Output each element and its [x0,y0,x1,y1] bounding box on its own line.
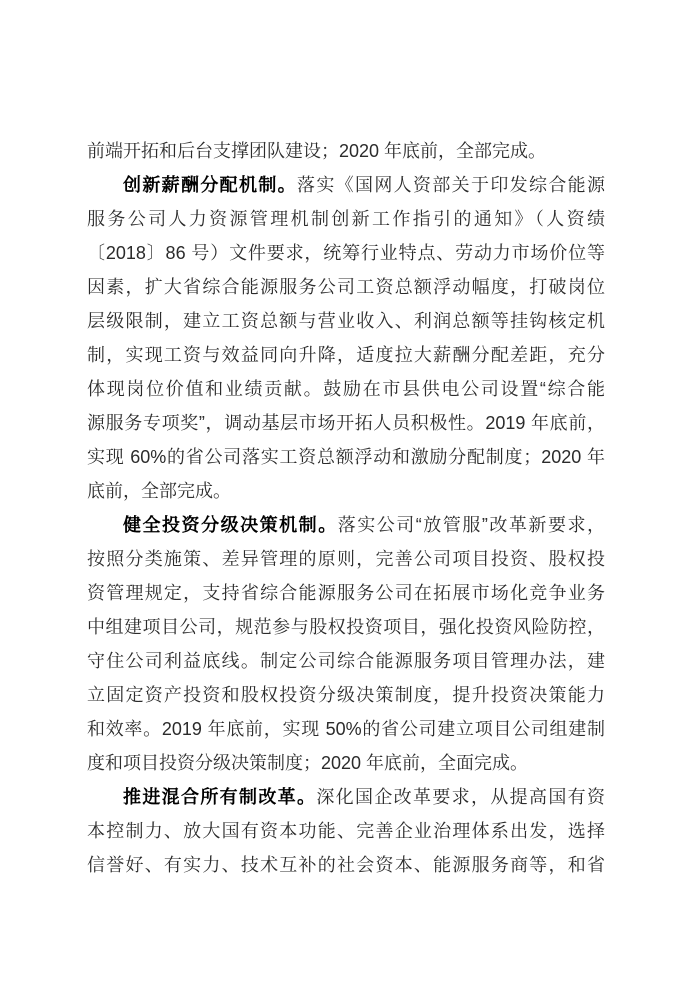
bold-heading-run: 推进混合所有制改革。 [123,787,317,807]
bold-heading-run: 健全投资分级决策机制。 [123,515,338,535]
body-text-run: 底前，全部完成。 [87,481,231,501]
text-line [87,712,605,746]
text-line [87,338,605,372]
text-line [87,848,605,882]
text-line [87,304,605,338]
body-text-run: 和效率。2019 年底前，实现 50%的省公司建立项目公司组建制 [87,719,605,739]
text-line [87,746,605,780]
text-line [87,202,605,236]
text-line [87,610,605,644]
body-text-run: 前端开拓和后台支撑团队建设；2020 年底前，全部完成。 [87,141,547,161]
text-line [87,168,605,202]
text-line [87,576,605,610]
text-line [87,134,605,168]
body-text-run: 深化国企改革要求，从提高国有资 [316,787,606,807]
body-text-run: 服务公司人力资源管理机制创新工作指引的通知》（人资绩 [87,209,605,229]
text-line [87,406,605,440]
body-text-run: 实现 60%的省公司落实工资总额浮动和激励分配制度；2020 年 [87,447,605,467]
text-line [87,644,605,678]
text-line [87,474,605,508]
bold-heading-run: 创新薪酬分配机制。 [123,175,297,195]
body-text-run: 〔2018〕86 号）文件要求，统筹行业特点、劳动力市场价位等 [87,243,605,263]
text-line [87,780,605,814]
text-line [87,508,605,542]
text-line [87,236,605,270]
text-line [87,542,605,576]
body-text-run: 制，实现工资与效益同向升降，适度拉大薪酬分配差距，充分 [87,345,605,365]
text-line [87,814,605,848]
body-text-run: 层级限制，建立工资总额与营业收入、利润总额等挂钩核定机 [87,311,605,331]
body-text-run: 中组建项目公司，规范参与股权投资项目，强化投资风险防控， [87,617,605,637]
body-text-run: 立固定资产投资和股权投资分级决策制度，提升投资决策能力 [87,685,605,705]
body-text-run: 因素，扩大省综合能源服务公司工资总额浮动幅度，打破岗位 [87,277,605,297]
body-text-run: 落实公司“放管服”改革新要求， [337,515,605,535]
body-text-run: 源服务专项奖”，调动基层市场开拓人员积极性。2019 年底前， [87,413,605,433]
body-text-run: 度和项目投资分级决策制度；2020 年底前，全面完成。 [87,753,529,773]
body-text-run: 按照分类施策、差异管理的原则，完善公司项目投资、股权投 [87,549,605,569]
text-line [87,678,605,712]
text-line [87,440,605,474]
text-line [87,270,605,304]
body-text-run: 守住公司利益底线。制定公司综合能源服务项目管理办法，建 [87,651,605,671]
body-text-run: 落实《国网人资部关于印发综合能源 [297,175,605,195]
body-text-run: 信誉好、有实力、技术互补的社会资本、能源服务商等，和省 [87,855,605,875]
text-line [87,372,605,406]
body-text-run: 资管理规定，支持省综合能源服务公司在拓展市场化竞争业务 [87,583,605,603]
document-text-block [87,134,605,882]
body-text-run: 体现岗位价值和业绩贡献。鼓励在市县供电公司设置“综合能 [87,379,605,399]
body-text-run: 本控制力、放大国有资本功能、完善企业治理体系出发，选择 [87,821,605,841]
